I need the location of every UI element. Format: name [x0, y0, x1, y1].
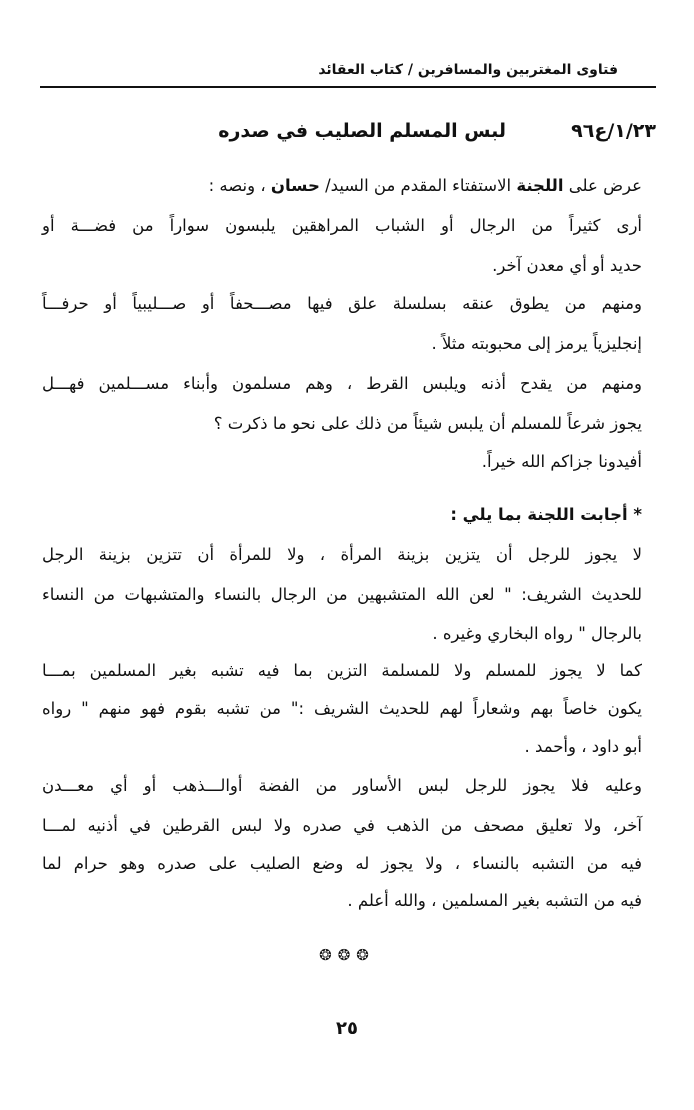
- committee-name: اللجنة: [516, 176, 564, 195]
- question-line: إنجليزياً يرمز إلى محبوبته مثلاً .: [431, 334, 642, 353]
- fatwa-title: لبس المسلم الصليب في صدره: [218, 120, 506, 142]
- answer-line: آخر، ولا تعليق مصحف من الذهب في صدره ولا لبس القرطين في أذنيه لمـــا: [42, 816, 642, 835]
- answer-line: بالرجال " رواه البخاري وغيره .: [432, 624, 642, 643]
- question-line: أفيدونا جزاكم الله خيراً.: [481, 452, 642, 471]
- intro-text-end: ، ونصه :: [208, 176, 271, 195]
- intro-text: عرض على: [563, 176, 642, 195]
- answer-line: كما لا يجوز للمسلم ولا للمسلمة التزين بما فيه تشبه بغير المسلمين بمـــا: [42, 661, 642, 680]
- answer-line: يكون خاصاً بهم وشعاراً لهم للحديث الشريف :" من تشبه بقوم فهو منهم " رواه: [42, 699, 642, 718]
- answer-line: لا يجوز للرجل أن يتزين بزينة المرأة ، ولا للمرأة أن تتزين بزينة الرجل: [42, 545, 642, 564]
- running-header: فتاوى المغتربين والمسافرين / كتاب العقائد: [318, 62, 618, 78]
- question-line: ومنهم من يقدح أذنه ويلبس القرط ، وهم مسلمون وأبناء مســـلمين فهـــل: [42, 374, 642, 393]
- question-intro: [42, 176, 642, 195]
- answer-line: أبو داود ، وأحمد .: [524, 737, 642, 756]
- question-line: أرى كثيراً من الرجال أو الشباب المراهقين يلبسون سواراً من فضـــة أو: [42, 216, 642, 235]
- question-line: يجوز شرعاً للمسلم أن يلبس شيئاً من ذلك على نحو ما ذكرت ؟: [213, 414, 642, 433]
- answer-line: وعليه فلا يجوز للرجل لبس الأساور من الفضة أوالـــذهب أو أي معـــدن: [42, 776, 642, 795]
- fatwa-number: ١/٢٣/ع٩٦: [571, 120, 656, 142]
- answer-line: للحديث الشريف: " لعن الله المتشبهين من الرجال بالنساء والمتشبهات من النساء: [42, 585, 642, 604]
- answer-line: فيه من التشبه بغير المسلمين ، والله أعلم .: [347, 891, 642, 910]
- fatwa-title-row: [40, 120, 656, 150]
- intro-text-middle: الاستفتاء المقدم من السيد/: [319, 176, 517, 195]
- question-line: حديد أو أي معدن آخر.: [492, 256, 642, 275]
- page-number: ٢٥: [336, 1018, 358, 1039]
- answer-line: فيه من التشبه بالنساء ، ولا يجوز له وضع الصليب على صدره وهو حرام لما: [42, 854, 642, 873]
- section-ornament: ❂❂❂: [319, 946, 375, 964]
- asker-name: حسان: [270, 176, 320, 195]
- question-line: ومنهم من يطوق عنقه بسلسلة علق فيها مصـــحفاً أو صـــليبياً أو حرفـــاً: [42, 294, 642, 313]
- answer-heading: * أجابت اللجنة بما يلي :: [450, 505, 642, 524]
- header-divider: [40, 86, 656, 88]
